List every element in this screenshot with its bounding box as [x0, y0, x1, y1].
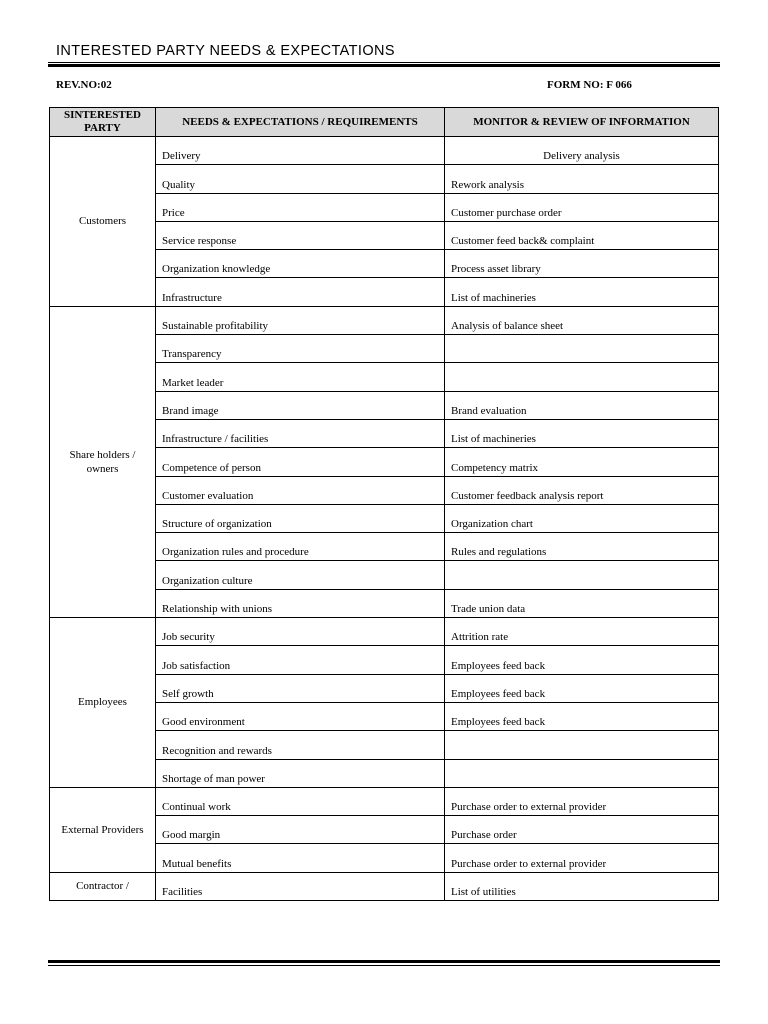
- need-cell: Competence of person: [156, 448, 445, 476]
- monitor-cell: Purchase order: [445, 816, 719, 844]
- need-cell: Relationship with unions: [156, 589, 445, 617]
- form-number: FORM NO: F 066: [547, 79, 632, 91]
- column-header-party: SINTERESTED PARTY: [50, 108, 156, 137]
- monitor-cell: Competency matrix: [445, 448, 719, 476]
- table-row: [50, 306, 719, 334]
- need-cell: Recognition and rewards: [156, 731, 445, 759]
- need-cell: Infrastructure / facilities: [156, 419, 445, 447]
- monitor-cell: Delivery analysis: [445, 137, 719, 165]
- need-cell: Market leader: [156, 363, 445, 391]
- table-row: [50, 137, 719, 165]
- interested-party-cell: Contractor /: [50, 872, 156, 900]
- need-cell: Facilities: [156, 872, 445, 900]
- monitor-cell: Organization chart: [445, 504, 719, 532]
- table-header-row: [50, 108, 719, 137]
- monitor-cell: Customer feed back& complaint: [445, 221, 719, 249]
- monitor-cell: [445, 335, 719, 363]
- column-header-monitor: MONITOR & REVIEW OF INFORMATION: [445, 108, 719, 137]
- monitor-cell: Customer feedback analysis report: [445, 476, 719, 504]
- interested-party-cell: Employees: [50, 618, 156, 788]
- monitor-cell: List of machineries: [445, 278, 719, 306]
- need-cell: Good margin: [156, 816, 445, 844]
- need-cell: Brand image: [156, 391, 445, 419]
- revision-number: REV.NO:02: [56, 79, 112, 91]
- monitor-cell: Rework analysis: [445, 165, 719, 193]
- need-cell: Delivery: [156, 137, 445, 165]
- needs-expectations-table: [49, 107, 719, 901]
- need-cell: Job satisfaction: [156, 646, 445, 674]
- table-row: [50, 872, 719, 900]
- need-cell: Mutual benefits: [156, 844, 445, 872]
- need-cell: Good environment: [156, 702, 445, 730]
- need-cell: Structure of organization: [156, 504, 445, 532]
- table-row: [50, 618, 719, 646]
- need-cell: Customer evaluation: [156, 476, 445, 504]
- need-cell: Organization rules and procedure: [156, 533, 445, 561]
- monitor-cell: Employees feed back: [445, 674, 719, 702]
- interested-party-cell: Share holders / owners: [50, 306, 156, 617]
- need-cell: Shortage of man power: [156, 759, 445, 787]
- need-cell: Organization culture: [156, 561, 445, 589]
- monitor-cell: [445, 561, 719, 589]
- need-cell: Infrastructure: [156, 278, 445, 306]
- need-cell: Service response: [156, 221, 445, 249]
- need-cell: Continual work: [156, 787, 445, 815]
- monitor-cell: Purchase order to external provider: [445, 844, 719, 872]
- monitor-cell: Trade union data: [445, 589, 719, 617]
- monitor-cell: Brand evaluation: [445, 391, 719, 419]
- need-cell: Self growth: [156, 674, 445, 702]
- monitor-cell: List of machineries: [445, 419, 719, 447]
- column-header-needs: NEEDS & EXPECTATIONS / REQUIREMENTS: [156, 108, 445, 137]
- monitor-cell: Employees feed back: [445, 702, 719, 730]
- monitor-cell: Analysis of balance sheet: [445, 306, 719, 334]
- monitor-cell: Rules and regulations: [445, 533, 719, 561]
- document-title: INTERESTED PARTY NEEDS & EXPECTATIONS: [56, 43, 395, 59]
- monitor-cell: Process asset library: [445, 250, 719, 278]
- monitor-cell: [445, 363, 719, 391]
- interested-party-cell: Customers: [50, 137, 156, 307]
- interested-party-cell: External Providers: [50, 787, 156, 872]
- monitor-cell: [445, 759, 719, 787]
- footer-rule-thin: [48, 965, 720, 966]
- monitor-cell: Employees feed back: [445, 646, 719, 674]
- need-cell: Transparency: [156, 335, 445, 363]
- monitor-cell: Customer purchase order: [445, 193, 719, 221]
- header-rule-thin: [48, 62, 720, 63]
- need-cell: Organization knowledge: [156, 250, 445, 278]
- table-row: [50, 787, 719, 815]
- monitor-cell: [445, 731, 719, 759]
- need-cell: Quality: [156, 165, 445, 193]
- monitor-cell: Purchase order to external provider: [445, 787, 719, 815]
- need-cell: Price: [156, 193, 445, 221]
- need-cell: Job security: [156, 618, 445, 646]
- monitor-cell: List of utilities: [445, 872, 719, 900]
- footer-rule-thick: [48, 960, 720, 963]
- need-cell: Sustainable profitability: [156, 306, 445, 334]
- header-rule-thick: [48, 64, 720, 67]
- monitor-cell: Attrition rate: [445, 618, 719, 646]
